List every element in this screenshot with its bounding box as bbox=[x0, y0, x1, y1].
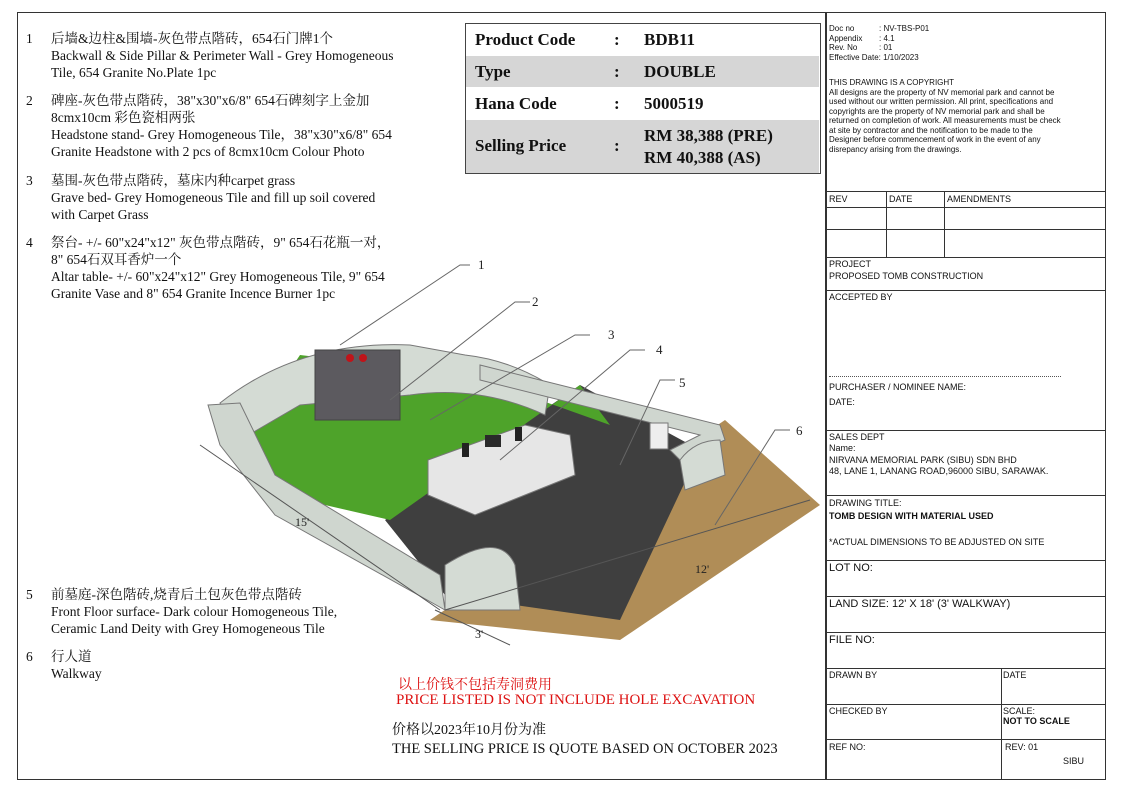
title-block-divider bbox=[825, 12, 827, 780]
dimensions-note: *ACTUAL DIMENSIONS TO BE ADJUSTED ON SITE bbox=[829, 537, 1045, 547]
tb-line bbox=[886, 191, 887, 257]
callout-2: 2 bbox=[532, 294, 539, 309]
copyright-line: All designs are the property of NV memorial park and cannot be bbox=[829, 87, 1055, 97]
note-line: Granite Headstone with 2 pcs of 8cmx10cm Colour Photo bbox=[51, 144, 365, 159]
hana-code-value: 5000519 bbox=[644, 94, 704, 113]
purchaser-label: PURCHASER / NOMINEE NAME: bbox=[829, 382, 967, 392]
colon: : bbox=[614, 136, 620, 155]
amendments-header: AMENDMENTS bbox=[947, 194, 1012, 204]
tb-line bbox=[825, 668, 1106, 669]
sales-dept-label: SALES DEPT bbox=[829, 432, 885, 442]
tb-line bbox=[825, 290, 1106, 291]
type-row bbox=[466, 56, 819, 87]
product-info-table bbox=[465, 23, 821, 174]
date-label-2: DATE bbox=[1003, 670, 1027, 680]
dim-width-label: 12' bbox=[695, 562, 710, 576]
scale-value: NOT TO SCALE bbox=[1003, 716, 1070, 726]
rev-value: : 01 bbox=[879, 43, 893, 52]
note-line: 祭台- +/- 60"x24"x12" 灰色带点階砖，9" 654石花瓶一对， bbox=[51, 235, 391, 250]
hana-code-row bbox=[466, 94, 819, 120]
copyright-line: Designer before commencement of work in the event of any bbox=[829, 135, 1041, 144]
selling-price-as: RM 40,388 (AS) bbox=[644, 148, 761, 167]
note-line: Grave bed- Grey Homogeneous Tile and fill up soil covered bbox=[51, 190, 376, 205]
product-code-label: Product Code bbox=[475, 30, 576, 49]
note-number: 4 bbox=[26, 235, 33, 250]
note-line: Backwall & Side Pillar & Perimeter Wall - Grey Homogeneous bbox=[51, 48, 394, 63]
project-label: PROJECT bbox=[829, 259, 872, 269]
tb-line bbox=[1001, 668, 1002, 780]
note-line: 前墓庭-深色階砖,烧青后土包灰色带点階砖 bbox=[51, 587, 302, 602]
note-line: with Carpet Grass bbox=[51, 207, 149, 222]
tb-line bbox=[825, 191, 1106, 192]
copyright-title: THIS DRAWING IS A COPYRIGHT bbox=[829, 78, 955, 87]
signature-line bbox=[829, 376, 1061, 378]
incense-burner bbox=[485, 435, 501, 447]
tb-line bbox=[825, 596, 1106, 597]
company-name: NIRVANA MEMORIAL PARK (SIBU) SDN BHD bbox=[829, 455, 1017, 465]
project-value: PROPOSED TOMB CONSTRUCTION bbox=[829, 271, 984, 281]
tb-line bbox=[825, 704, 1106, 705]
note-number: 3 bbox=[26, 173, 33, 188]
note-line: Altar table- +/- 60"x24"x12" Grey Homogeneous Tile, 9" 654 bbox=[51, 269, 385, 284]
name-label: Name: bbox=[829, 443, 856, 453]
photo-left bbox=[346, 354, 354, 362]
copyright-notice bbox=[829, 78, 1104, 154]
tb-line bbox=[944, 191, 945, 257]
excavation-note-cn: 以上价钱不包括寿洞费用 bbox=[398, 678, 552, 693]
callout-leader-1 bbox=[340, 265, 470, 345]
docno-value: : NV-TBS-P01 bbox=[879, 24, 930, 33]
note-line: Ceramic Land Deity with Grey Homogeneous Tile bbox=[51, 621, 325, 636]
land-size: LAND SIZE: 12' X 18' (3' WALKWAY) bbox=[829, 598, 1011, 610]
tb-line bbox=[825, 229, 1106, 230]
note-number: 1 bbox=[26, 31, 33, 46]
doc-info bbox=[829, 24, 929, 62]
date-label: DATE: bbox=[829, 397, 855, 407]
product-code-row bbox=[466, 30, 819, 56]
copyright-line: disrepancy arising from the drawings. bbox=[829, 144, 962, 154]
vase-right bbox=[515, 427, 522, 441]
selling-price-pre: RM 38,388 (PRE) bbox=[644, 126, 773, 145]
callout-5: 5 bbox=[679, 375, 686, 390]
file-no-label: FILE NO: bbox=[829, 634, 875, 646]
note-line: 8" 654石双耳香炉一个 bbox=[51, 252, 182, 267]
callout-1: 1 bbox=[478, 257, 485, 272]
tb-line bbox=[825, 739, 1106, 740]
photo-right bbox=[359, 354, 367, 362]
tb-line bbox=[825, 632, 1106, 633]
colon: : bbox=[614, 30, 620, 49]
note-line: Tile, 654 Granite No.Plate 1pc bbox=[51, 65, 217, 80]
accepted-by-label: ACCEPTED BY bbox=[829, 292, 893, 302]
effective-date: Effective Date: 1/10/2023 bbox=[829, 52, 919, 62]
note-line: Granite Vase and 8" 654 Granite Incence Burner 1pc bbox=[51, 286, 336, 301]
note-number: 6 bbox=[26, 649, 33, 664]
location-sibu: SIBU bbox=[1063, 756, 1085, 766]
colon: : bbox=[614, 94, 620, 113]
checked-by-label: CHECKED BY bbox=[829, 706, 888, 716]
lot-no-label: LOT NO: bbox=[829, 562, 873, 574]
dim-walkway-label: 3' bbox=[475, 627, 484, 641]
vase-left bbox=[462, 443, 469, 457]
note-line: 8cmx10cm 彩色瓷相两张 bbox=[51, 110, 196, 125]
rev-label: Rev. No bbox=[829, 43, 858, 52]
colon: : bbox=[614, 62, 620, 81]
company-address: 48, LANE 1, LANANG ROAD,96000 SIBU, SARAWAK. bbox=[829, 466, 1049, 476]
drawing-title-value: TOMB DESIGN WITH MATERIAL USED bbox=[829, 511, 994, 521]
note-line: 墓围-灰色带点階砖，墓床内种carpet grass bbox=[51, 173, 296, 188]
note-line: 碑座-灰色带点階砖，38"x30"x6/8" 654石碑刻字上金加 bbox=[51, 93, 370, 108]
callout-4: 4 bbox=[656, 342, 663, 357]
tb-line bbox=[825, 430, 1106, 431]
headstone bbox=[315, 350, 400, 420]
tb-line bbox=[825, 560, 1106, 561]
scale-label: SCALE: bbox=[1003, 706, 1036, 716]
note-line: Headstone stand- Grey Homogeneous Tile，38"x30"x6/8" 654 bbox=[51, 127, 392, 142]
callout-6: 6 bbox=[796, 423, 803, 438]
callout-3: 3 bbox=[608, 327, 615, 342]
copyright-line: used without our written permission. All print, specifications and bbox=[829, 97, 1054, 106]
date-header: DATE bbox=[889, 194, 913, 204]
drawing-title-label: DRAWING TITLE: bbox=[829, 498, 902, 508]
copyright-line: returned on completion of work. All measurements must be check bbox=[829, 116, 1061, 125]
copyright-line: copyrights are the property of NV memorial park and shall be bbox=[829, 106, 1045, 116]
price-basis-en: THE SELLING PRICE IS QUOTE BASED ON OCTOBER 2023 bbox=[392, 741, 778, 757]
type-label: Type bbox=[475, 62, 511, 81]
selling-price-row bbox=[466, 120, 819, 173]
product-code-value: BDB11 bbox=[644, 30, 696, 49]
appendix-value: : 4.1 bbox=[879, 33, 895, 43]
excavation-note-en: PRICE LISTED IS NOT INCLUDE HOLE EXCAVATION bbox=[396, 692, 756, 708]
land-deity bbox=[650, 423, 668, 449]
hana-code-label: Hana Code bbox=[475, 94, 557, 113]
appendix-label: Appendix bbox=[829, 33, 863, 43]
price-basis-cn: 价格以2023年10月份为准 bbox=[392, 723, 546, 738]
dim-length-label: 15' bbox=[295, 515, 310, 529]
tb-line bbox=[825, 495, 1106, 496]
type-value: DOUBLE bbox=[644, 62, 716, 81]
selling-price-label: Selling Price bbox=[475, 136, 567, 155]
rev-no-2: REV: 01 bbox=[1005, 742, 1039, 752]
note-line: 行人道 bbox=[51, 649, 92, 664]
drawn-by-label: DRAWN BY bbox=[829, 670, 878, 680]
copyright-line: at site by contractor and the notification to be made to the bbox=[829, 125, 1033, 135]
note-number: 5 bbox=[26, 587, 33, 602]
note-line: 后墙&边柱&围墙-灰色带点階砖，654石门牌1个 bbox=[51, 31, 333, 46]
note-line: Walkway bbox=[51, 666, 102, 681]
tb-line bbox=[825, 207, 1106, 208]
note-number: 2 bbox=[26, 93, 33, 108]
tb-line bbox=[825, 257, 1106, 258]
docno-label: Doc no bbox=[829, 24, 855, 33]
ref-no-label: REF NO: bbox=[829, 742, 866, 752]
tomb-isometric-drawing bbox=[180, 245, 820, 665]
note-line: Front Floor surface- Dark colour Homogeneous Tile, bbox=[51, 604, 338, 619]
rev-header: REV bbox=[829, 194, 848, 204]
